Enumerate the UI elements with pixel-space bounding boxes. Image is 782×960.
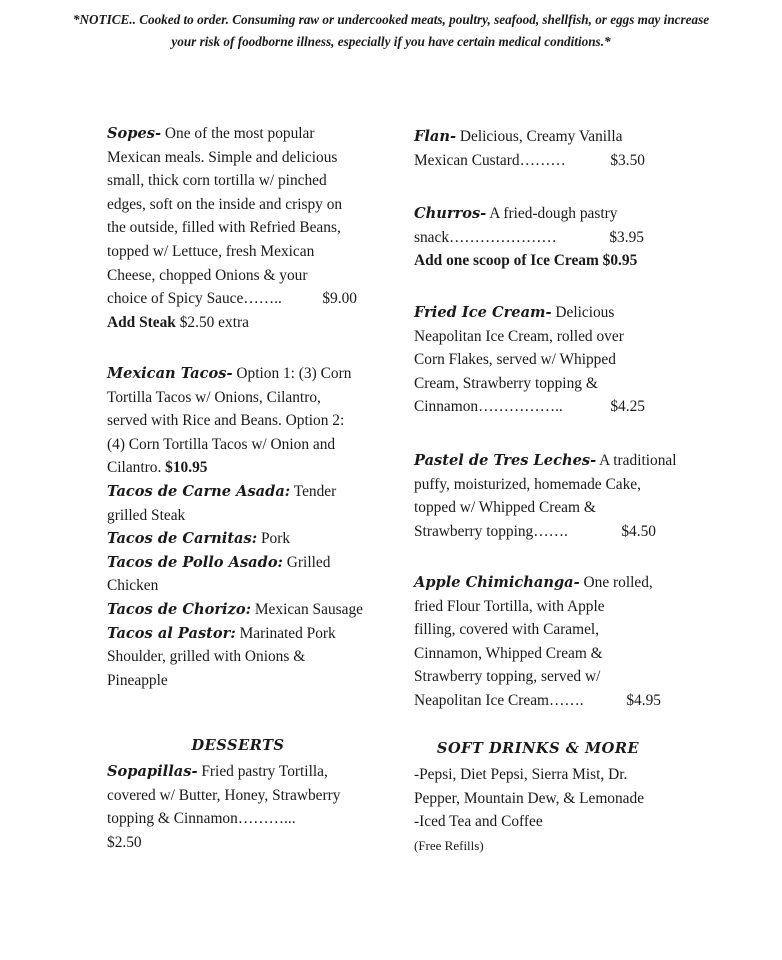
notice-text: *NOTICE.. Cooked to order. Consuming raw or undercooked meats, poultry, seafood, shellfish, or eggs may increase your risk of foodborne illness, especially if you have certain medical conditions.* (72, 12, 710, 49)
item-desc: Neapolitan Ice Cream, rolled over (414, 327, 624, 345)
item-desc: choice of Spicy Sauce…….. (107, 290, 282, 308)
taco-variety-desc: Grilled (282, 553, 331, 571)
item-desc: Strawberry topping……. (414, 522, 568, 540)
item-desc: Cheese, chopped Onions & your (107, 266, 308, 284)
item-price: $10.95 (161, 459, 208, 477)
drinks-section-header (414, 737, 662, 761)
item-desc: A fried-dough pastry (486, 205, 618, 222)
item-desc: Mexican meals. Simple and delicious (107, 148, 338, 166)
menu-item-drinks (414, 763, 689, 857)
item-desc: topping & Cinnamon………... (107, 810, 296, 828)
desserts-section-header (107, 734, 369, 758)
menu-item-sopapillas (107, 760, 382, 854)
right-column (414, 125, 689, 865)
item-desc: -Pepsi, Diet Pepsi, Sierra Mist, Dr. (414, 766, 628, 783)
item-desc: the outside, filled with Refried Beans, (107, 219, 341, 237)
item-desc: Cilantro. (107, 459, 162, 477)
item-desc: filling, covered with Caramel, (414, 621, 600, 639)
menu-item-flan (414, 125, 689, 172)
addon-price: $2.50 extra (175, 313, 249, 331)
item-desc: Strawberry topping, served w/ (414, 668, 601, 686)
item-title: Sopes- (107, 125, 162, 142)
taco-variety-desc: Pineapple (107, 671, 168, 689)
item-price: $9.00 (322, 290, 357, 308)
taco-variety-desc: grilled Steak (107, 506, 186, 524)
item-price: $2.50 (107, 833, 142, 851)
taco-variety-desc: Mexican Sausage (251, 600, 363, 618)
taco-variety-name: Tacos de Chorizo: (107, 600, 252, 618)
item-title: Flan- (414, 128, 457, 145)
taco-variety-desc: Shoulder, grilled with Onions & (107, 648, 306, 666)
item-desc: snack………………… (414, 228, 557, 246)
item-desc: One of the most popular (164, 125, 315, 142)
taco-variety-name: Tacos de Carnitas: (107, 530, 258, 548)
item-desc: covered w/ Butter, Honey, Strawberry (107, 786, 341, 804)
item-desc: Corn Flakes, served w/ Whipped (414, 351, 616, 369)
item-desc: A traditional (596, 452, 677, 469)
item-desc: Tortilla Tacos w/ Onions, Cilantro, (107, 388, 321, 406)
item-desc: small, thick corn tortilla w/ pinched (107, 172, 327, 190)
item-desc: Option 1: (3) Corn (236, 365, 352, 382)
item-title: Apple Chimichanga- (414, 574, 580, 591)
item-desc: Neapolitan Ice Cream……. (414, 691, 584, 709)
item-desc: edges, soft on the inside and crispy on (107, 195, 343, 213)
item-desc: Pepper, Mountain Dew, & Lemonade (414, 789, 645, 807)
item-desc: served with Rice and Beans. Option 2: (107, 412, 345, 430)
item-price: $3.50 (610, 151, 645, 169)
item-desc: Delicious, Creamy Vanilla (456, 128, 623, 145)
taco-variety-name: Tacos al Pastor: (107, 624, 236, 642)
item-desc: topped w/ Lettuce, fresh Mexican (107, 242, 315, 260)
left-column (107, 122, 382, 862)
addon-label: Add one scoop of Ice Cream $0.95 (414, 252, 638, 270)
drinks-note: (Free Refills) (414, 837, 484, 853)
item-price: $4.25 (610, 398, 645, 416)
taco-variety-name: Tacos de Carne Asada: (107, 482, 291, 500)
item-title: Churros- (414, 205, 487, 222)
item-title: Mexican Tacos- (107, 365, 233, 382)
menu-item-fried-ice-cream (414, 301, 689, 419)
section-header: DESSERTS (191, 737, 285, 754)
item-desc: (4) Corn Tortilla Tacos w/ Onion and (107, 435, 336, 453)
addon-label: Add Steak (107, 313, 176, 331)
menu-item-apple-chimichanga (414, 571, 689, 713)
item-desc: topped w/ Whipped Cream & (414, 499, 596, 517)
item-desc: puffy, moisturized, homemade Cake, (414, 475, 641, 493)
item-desc: Fried pastry Tortilla, (201, 763, 328, 780)
taco-variety-name: Tacos de Pollo Asado: (107, 553, 283, 571)
menu-item-sopes (107, 122, 382, 334)
taco-variety-desc: Chicken (107, 577, 159, 595)
item-desc: Cinnamon, Whipped Cream & (414, 644, 603, 662)
item-title: Sopapillas- (107, 763, 198, 780)
item-desc: Mexican Custard……… (414, 151, 566, 169)
taco-variety-desc: Marinated Pork (235, 624, 336, 642)
item-desc: Delicious (551, 304, 615, 321)
item-desc: Cinnamon…………….. (414, 398, 563, 416)
menu-item-mexican-tacos (107, 362, 382, 692)
item-price: $4.95 (626, 691, 661, 709)
item-desc: Cream, Strawberry topping & (414, 374, 598, 392)
item-desc: -Iced Tea and Coffee (414, 813, 543, 831)
item-desc: fried Flour Tortilla, with Apple (414, 597, 605, 615)
item-title: Fried Ice Cream- (414, 304, 552, 321)
item-title: Pastel de Tres Leches- (414, 452, 597, 469)
menu-item-churros (414, 202, 689, 273)
item-desc: One rolled, (579, 574, 653, 591)
menu-item-tres-leches (414, 449, 689, 543)
taco-variety-desc: Tender (290, 482, 337, 500)
section-header: SOFT DRINKS & MORE (436, 740, 640, 757)
item-price: $4.50 (621, 522, 656, 540)
item-price: $3.95 (609, 228, 644, 246)
taco-variety-desc: Pork (257, 530, 291, 548)
